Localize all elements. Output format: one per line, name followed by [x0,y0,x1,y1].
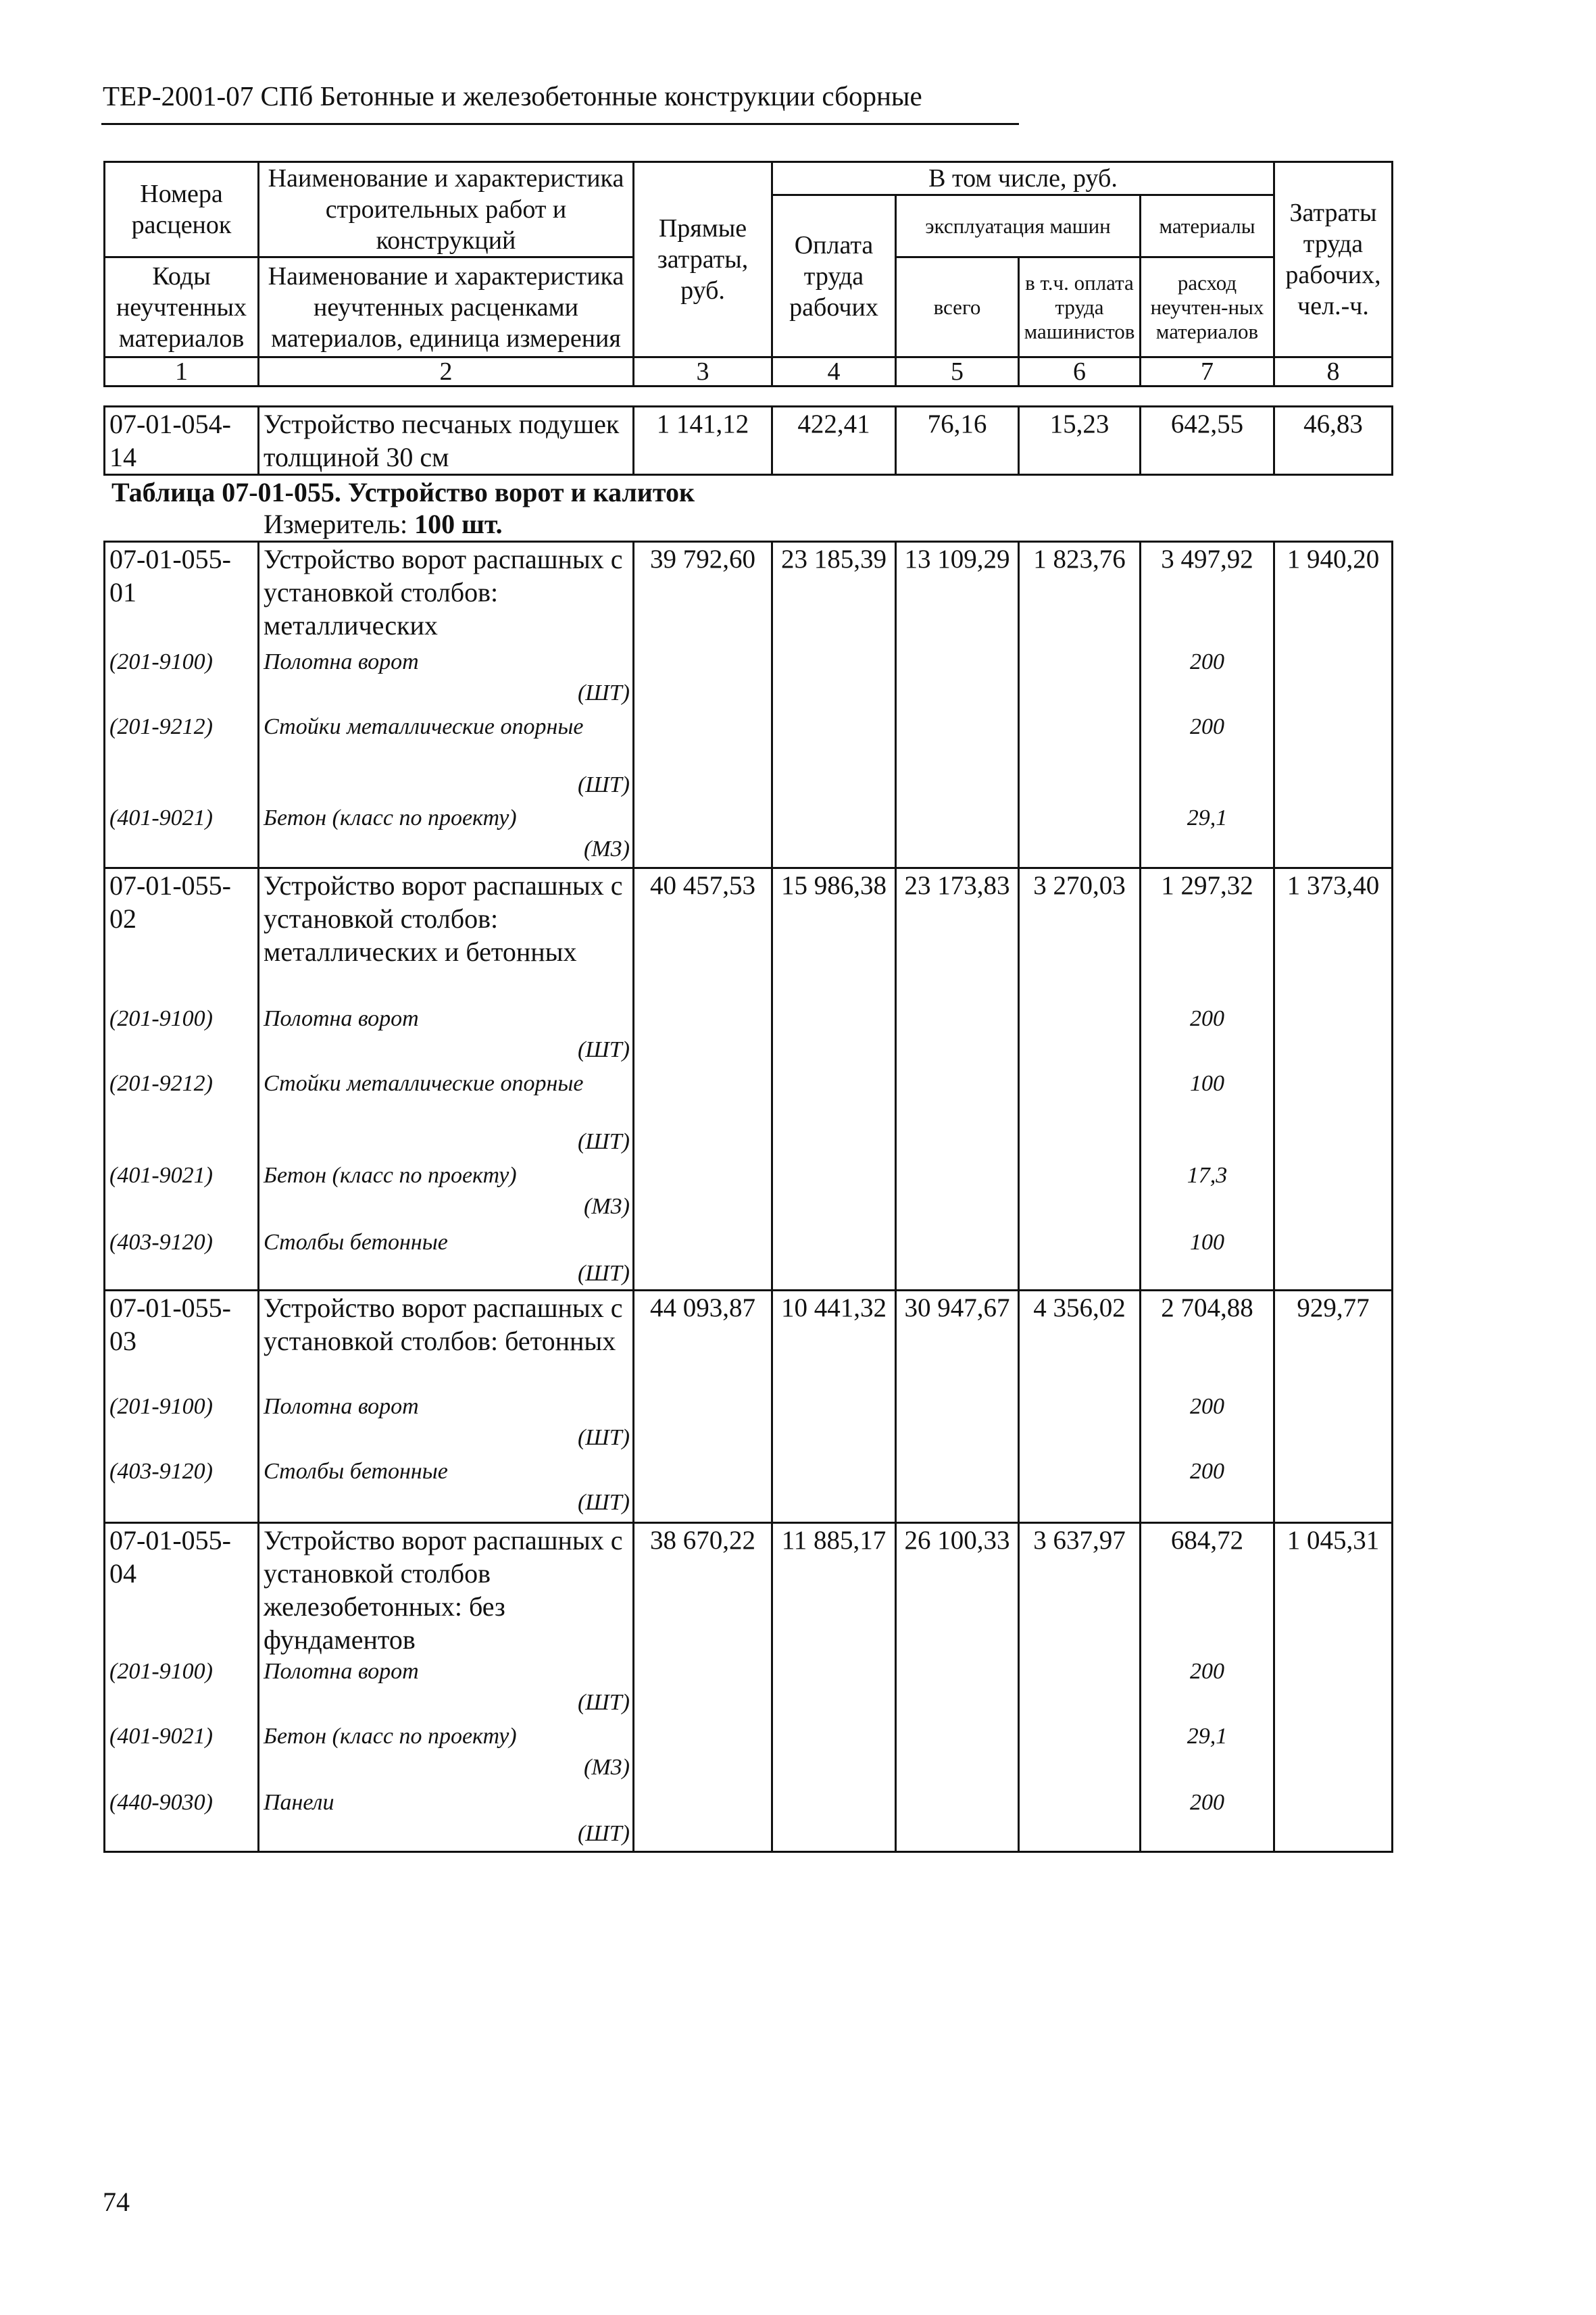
labor-hours: 46,83 [1274,407,1393,475]
rate-name: Устройство ворот распашных с установкой столбов: металлических [259,542,634,647]
col-number: 4 [772,357,896,387]
labor-pay: 11 885,17 [772,1522,896,1656]
material-qty: 17,3 [1141,1160,1274,1227]
col-number: 5 [896,357,1019,387]
direct-cost: 1 141,12 [634,407,772,475]
material-qty: 200 [1141,712,1274,803]
material-name: Стойки металлические опорные [264,714,584,739]
labor-hours: 929,77 [1274,1290,1393,1391]
material-row [105,1656,1393,1721]
material-row [105,1003,1393,1068]
material-unit: (ШТ) [577,772,630,797]
meter-value: 100 шт. [414,509,503,539]
col8-header: Затраты труда рабочих, чел.-ч. [1274,162,1393,357]
machines-header: эксплуатация машин [896,195,1141,257]
material-name: Полотна ворот [264,1394,419,1419]
col2-header-top: Наименование и характеристика строительных работ и конструкций [259,162,634,257]
material-row [105,712,1393,803]
materials-header: материалы [1141,195,1274,257]
rate-name: Устройство песчаных подушек толщиной 30 см [259,407,634,475]
materials-cost: 642,55 [1141,407,1274,475]
labor-pay: 422,41 [772,407,896,475]
col-number: 2 [259,357,634,387]
material-row [105,1160,1393,1227]
material-code: (201-9212) [105,1068,259,1160]
rates-table [103,541,1393,1853]
machinist-pay: 3 270,03 [1019,868,1141,1003]
rate-code: 07-01-055-04 [105,1522,259,1656]
column-header-table [103,161,1393,387]
page-header: ТЕР-2001-07 СПб Бетонные и железобетонные конструкции сборные [103,80,922,111]
material-qty: 100 [1141,1068,1274,1160]
col6-header: в т.ч. оплата труда машинистов [1019,257,1141,357]
labor-pay: 15 986,38 [772,868,896,1003]
materials-cost: 2 704,88 [1141,1290,1274,1391]
material-row [105,803,1393,868]
material-code: (403-9120) [105,1227,259,1291]
section-title: Таблица 07-01-055. Устройство ворот и калиток [111,477,695,507]
material-qty: 200 [1141,1456,1274,1522]
rate-name: Устройство ворот распашных с установкой столбов: металлических и бетонных [259,868,634,1003]
machines-total: 23 173,83 [896,868,1019,1003]
rate-name: Устройство ворот распашных с установкой столбов: бетонных [259,1290,634,1391]
rate-code: 07-01-055-03 [105,1290,259,1391]
material-qty: 200 [1141,647,1274,712]
group-header: В том числе, руб. [772,162,1274,195]
col-number: 6 [1019,357,1141,387]
material-code: (401-9021) [105,1721,259,1787]
material-row [105,1227,1393,1291]
material-qty: 100 [1141,1227,1274,1291]
material-code: (201-9100) [105,647,259,712]
machines-total: 13 109,29 [896,542,1019,647]
material-unit: (ШТ) [577,1689,630,1715]
table-row [105,1290,1393,1391]
material-code: (401-9021) [105,1160,259,1227]
labor-hours: 1 045,31 [1274,1522,1393,1656]
material-code: (403-9120) [105,1456,259,1522]
col2-header-bottom: Наименование и характеристика неучтенных расценками материалов, единица измерения [259,257,634,357]
machinist-pay: 4 356,02 [1019,1290,1141,1391]
material-qty: 29,1 [1141,803,1274,868]
material-code: (201-9212) [105,712,259,803]
col1-header-bottom: Коды неучтенных материалов [105,257,259,357]
machines-total: 30 947,67 [896,1290,1019,1391]
direct-cost: 39 792,60 [634,542,772,647]
material-row [105,1787,1393,1852]
material-code: (201-9100) [105,1656,259,1721]
material-code: (201-9100) [105,1003,259,1068]
machines-total: 76,16 [896,407,1019,475]
rate-code: 07-01-055-01 [105,542,259,647]
direct-cost: 38 670,22 [634,1522,772,1656]
section-meter [264,508,503,540]
col7-header: расход неучтен-ных материалов [1141,257,1274,357]
material-row [105,647,1393,712]
material-row [105,1721,1393,1787]
material-code: (401-9021) [105,803,259,868]
material-name: Полотна ворот [264,1658,419,1684]
material-name: Бетон (класс по проекту) [264,805,517,830]
page-number: 74 [103,2187,130,2217]
col-number: 1 [105,357,259,387]
material-unit: (М3) [584,836,630,862]
machines-total: 26 100,33 [896,1522,1019,1656]
col-number: 8 [1274,357,1393,387]
material-row [105,1391,1393,1456]
materials-cost: 3 497,92 [1141,542,1274,647]
material-unit: (ШТ) [577,1425,630,1450]
material-unit: (ШТ) [577,1037,630,1062]
material-code: (440-9030) [105,1787,259,1852]
material-qty: 29,1 [1141,1721,1274,1787]
col-number: 7 [1141,357,1274,387]
prev-row-table [103,405,1393,476]
table-row [105,1522,1393,1656]
material-unit: (ШТ) [577,1128,630,1154]
material-code: (201-9100) [105,1391,259,1456]
material-name: Столбы бетонные [264,1459,448,1484]
materials-cost: 684,72 [1141,1522,1274,1656]
material-unit: (ШТ) [577,1820,630,1846]
material-row [105,1456,1393,1522]
material-unit: (М3) [584,1754,630,1780]
direct-cost: 40 457,53 [634,868,772,1003]
col-number: 3 [634,357,772,387]
material-name: Стойки металлические опорные [264,1070,584,1096]
material-unit: (ШТ) [577,1260,630,1286]
material-name: Полотна ворот [264,649,419,674]
table-row [105,542,1393,647]
material-qty: 200 [1141,1391,1274,1456]
labor-hours: 1 373,40 [1274,868,1393,1003]
material-name: Полотна ворот [264,1005,419,1031]
material-qty: 200 [1141,1787,1274,1852]
col3-header: Прямые затраты, руб. [634,162,772,357]
material-unit: (М3) [584,1193,630,1219]
direct-cost: 44 093,87 [634,1290,772,1391]
material-qty: 200 [1141,1656,1274,1721]
material-unit: (ШТ) [577,680,630,705]
rate-code: 07-01-055-02 [105,868,259,1003]
labor-pay: 10 441,32 [772,1290,896,1391]
header-rule [101,123,1019,125]
material-name: Бетон (класс по проекту) [264,1162,517,1188]
material-name: Панели [264,1789,334,1815]
material-name: Столбы бетонные [264,1229,448,1255]
machinist-pay: 3 637,97 [1019,1522,1141,1656]
machinist-pay: 15,23 [1019,407,1141,475]
col1-header-top: Номера расценок [105,162,259,257]
material-unit: (ШТ) [577,1490,630,1515]
material-qty: 200 [1141,1003,1274,1068]
machinist-pay: 1 823,76 [1019,542,1141,647]
material-name: Бетон (класс по проекту) [264,1723,517,1749]
labor-pay: 23 185,39 [772,542,896,647]
col4-header: Оплата труда рабочих [772,195,896,357]
rate-name: Устройство ворот распашных с установкой столбов железобетонных: без фундаментов [259,1522,634,1656]
table-row [105,868,1393,1003]
rate-code: 07-01-054-14 [105,407,259,475]
labor-hours: 1 940,20 [1274,542,1393,647]
materials-cost: 1 297,32 [1141,868,1274,1003]
col5-header: всего [896,257,1019,357]
meter-label: Измеритель: [264,509,408,539]
material-row [105,1068,1393,1160]
